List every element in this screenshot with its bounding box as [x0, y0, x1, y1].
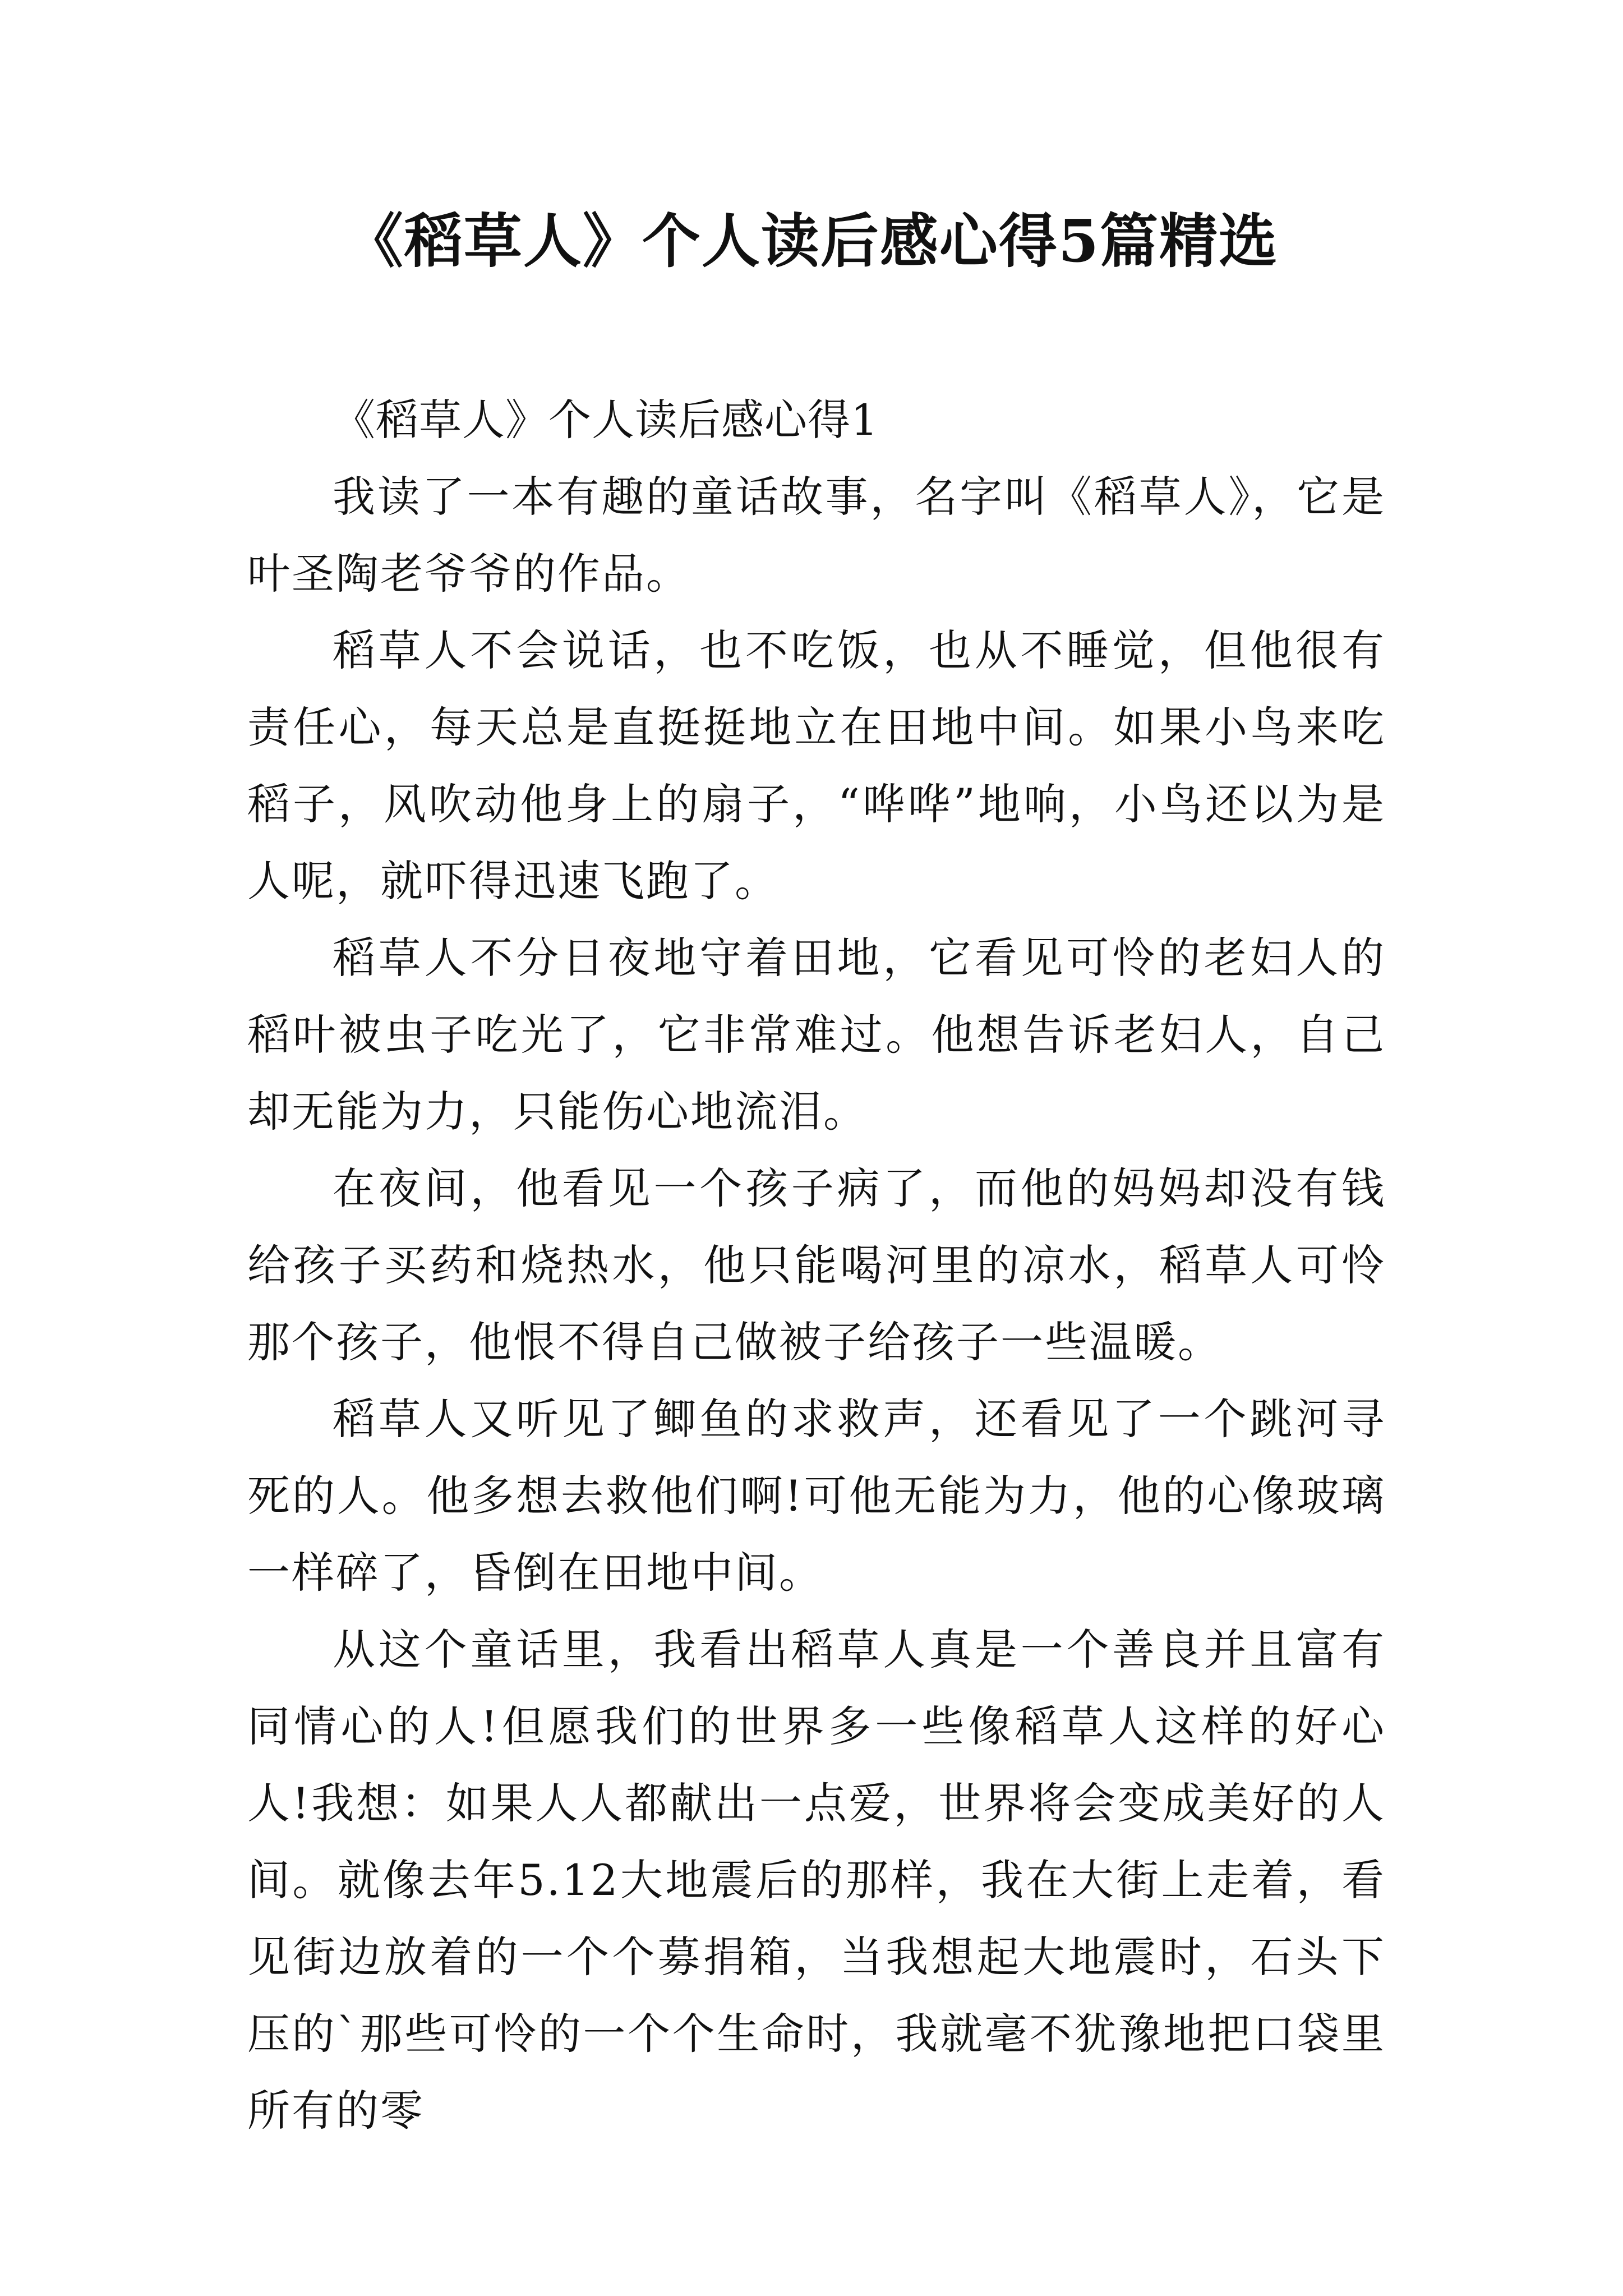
paragraph-4: 在夜间，他看见一个孩子病了，而他的妈妈却没有钱给孩子买药和烧热水，他只能喝河里的凉水，稻草人可怜那个孩子，他恨不得自己做被子给孩子一些温暖。	[247, 1163, 1386, 1367]
paragraph-5: 稻草人又听见了鲫鱼的求救声，还看见了一个跳河寻死的人。他多想去救他们啊!可他无能为力，他的心像玻璃一样碎了，昏倒在田地中间。	[247, 1394, 1386, 1598]
document-body	[247, 381, 1386, 2149]
paragraph-3: 稻草人不分日夜地守着田地，它看见可怜的老妇人的稻叶被虫子吃光了，它非常难过。他想告诉老妇人，自己却无能为力，只能伤心地流泪。	[247, 933, 1386, 1137]
paragraph-6: 从这个童话里，我看出稻草人真是一个善良并且富有同情心的人!但愿我们的世界多一些像稻草人这样的好心人!我想：如果人人都献出一点爱，世界将会变成美好的人间。就像去年5.12大地震后的那样，我在大街上走着，看见街边放着的一个个募捐箱，当我想起大地震时，石头下压的`那些可怜的一个个生命时，我就毫不犹豫地把口袋里所有的零	[247, 1625, 1386, 2136]
section-heading: 《稻草人》个人读后感心得1	[333, 395, 879, 445]
paragraph-2: 稻草人不会说话，也不吃饭，也从不睡觉，但他很有责任心，每天总是直挺挺地立在田地中间。如果小鸟来吃稻子，风吹动他身上的扇子，“哗哗”地响，小鸟还以为是人呢，就吓得迅速飞跑了。	[247, 625, 1386, 906]
document-title: 《稻草人》个人读后感心得5篇精选	[344, 206, 1279, 275]
paragraph-1: 我读了一本有趣的童话故事，名字叫《稻草人》，它是叶圣陶老爷爷的作品。	[247, 472, 1386, 599]
